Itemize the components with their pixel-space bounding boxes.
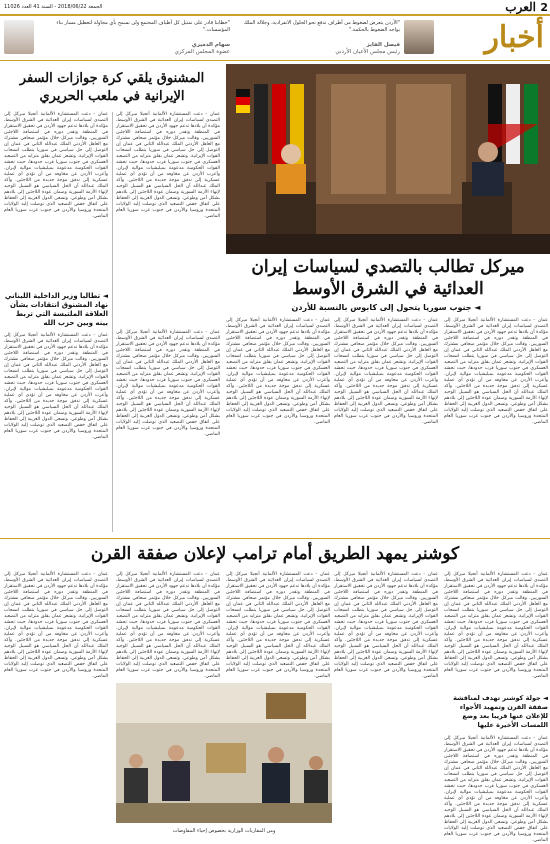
main-photo — [226, 64, 550, 254]
side-column-1: عمان - دعت المستشارة الألمانية أنجيلا ميركل إلى التصدي لسياسات إيران العدائية في الشرق الأوسط، مؤكدة أن بلادها تدعم جهود الأردن في تحقيق الاستقرار في المنطقة وتقدر دوره في استضافة اللاجئين السوريين. وقالت ميركل خلال مؤتمر صحافي مشترك مع العاهل الأردني الملك عبدالله الثاني في عمان إن التوصل إلى حل سياسي في سوريا يتطلب انسحاب القوات الإيرانية. وتشعر عمان بقلق متزايد من التصعيد العسكري في جنوب سوريا قرب حدودها، حيث تحشد القوات الحكومية مدعومة بميليشيات موالية لإيران. وأعرب الأردن عن مخاوفه من أن تؤدي أي عملية عسكرية إلى تدفق موجة جديدة من اللاجئين. وأكد الملك عبدالله أن الحل السياسي هو السبيل الوحيد لإنهاء الأزمة السورية وضمان عودة اللاجئين إلى بلادهم بشكل آمن وطوعي. وتسعى الدول الغربية إلى الحفاظ على اتفاق خفض التصعيد الذي توصلت إليه الولايات المتحدة وروسيا والأردن في جنوب غرب سوريا العام الماضي. — [116, 112, 220, 219]
brand-logo: العرب — [505, 0, 536, 14]
page-number: 2 — [540, 1, 548, 14]
section-title: أخبار — [484, 20, 544, 55]
meeting-illustration — [116, 683, 332, 823]
lead-subhead: ◄ جنوب سوريا يتحول إلى كابوس بالنسبة للأردن — [291, 303, 481, 312]
bottom-headline: كوشنر يمهد الطريق أمام ترامب لإعلان صفقة القرن — [90, 544, 460, 564]
side-headline-1: المشنوق يلقي كرة جوازات السفر — [19, 71, 205, 86]
lead-headline-2: العدائية في الشرق الأوسط — [292, 279, 484, 299]
quote-1-role: رئيس مجلس الأعيان الأردني — [335, 49, 400, 55]
portrait-siham — [4, 20, 34, 54]
press-conference-illustration — [226, 64, 550, 254]
portrait-faisal — [404, 20, 434, 54]
side-box-1: ◄ تطالبا وزير الداخلية اللبناني نهاد المشنوق انتقادات بشأن العلاقة الملتبسة التي تربط بينه وبين حزب الله — [4, 292, 108, 327]
side-headline-2: الإيرانية في ملعب الحريري — [39, 89, 185, 104]
lead-column-2: عمان - دعت المستشارة الألمانية أنجيلا ميركل إلى التصدي لسياسات إيران العدائية في الشرق الأوسط، مؤكدة أن بلادها تدعم جهود الأردن في تحقيق الاستقرار في المنطقة وتقدر دوره في استضافة اللاجئين السوريين. وقالت ميركل خلال مؤتمر صحافي مشترك مع العاهل الأردني الملك عبدالله الثاني في عمان إن التوصل إلى حل سياسي في سوريا يتطلب انسحاب القوات الإيرانية. وتشعر عمان بقلق متزايد من التصعيد العسكري في جنوب سوريا قرب حدودها، حيث تحشد القوات الحكومية مدعومة بميليشيات موالية لإيران. وأعرب الأردن عن مخاوفه من أن تؤدي أي عملية عسكرية إلى تدفق موجة جديدة من اللاجئين. وأكد الملك عبدالله أن الحل السياسي هو السبيل الوحيد لإنهاء الأزمة السورية وضمان عودة اللاجئين إلى بلادهم بشكل آمن وطوعي. وتسعى الدول الغربية إلى الحفاظ على اتفاق خفض التصعيد الذي توصلت إليه الولايات المتحدة وروسيا والأردن في جنوب غرب سوريا العام الماضي. — [334, 318, 438, 425]
quote-1-name: فيصل الفايز — [366, 42, 400, 48]
lead-column-3: عمان - دعت المستشارة الألمانية أنجيلا ميركل إلى التصدي لسياسات إيران العدائية في الشرق الأوسط، مؤكدة أن بلادها تدعم جهود الأردن في تحقيق الاستقرار في المنطقة وتقدر دوره في استضافة اللاجئين السوريين. وقالت ميركل خلال مؤتمر صحافي مشترك مع العاهل الأردني الملك عبدالله الثاني في عمان إن التوصل إلى حل سياسي في سوريا يتطلب انسحاب القوات الإيرانية. وتشعر عمان بقلق متزايد من التصعيد العسكري في جنوب سوريا قرب حدودها، حيث تحشد القوات الحكومية مدعومة بميليشيات موالية لإيران. وأعرب الأردن عن مخاوفه من أن تؤدي أي عملية عسكرية إلى تدفق موجة جديدة من اللاجئين. وأكد الملك عبدالله أن الحل السياسي هو السبيل الوحيد لإنهاء الأزمة السورية وضمان عودة اللاجئين إلى بلادهم بشكل آمن وطوعي. وتسعى الدول الغربية إلى الحفاظ على اتفاق خفض التصعيد الذي توصلت إليه الولايات المتحدة وروسيا والأردن في جنوب غرب سوريا العام الماضي. — [226, 318, 330, 425]
bottom-caption: ومن المقاربات الوزارية بخصوص إحياء المفاوضات — [172, 828, 276, 834]
bottom-column-4: عمان - دعت المستشارة الألمانية أنجيلا ميركل إلى التصدي لسياسات إيران العدائية في الشرق الأوسط، مؤكدة أن بلادها تدعم جهود الأردن في تحقيق الاستقرار في المنطقة وتقدر دوره في استضافة اللاجئين السوريين. وقالت ميركل خلال مؤتمر صحافي مشترك مع العاهل الأردني الملك عبدالله الثاني في عمان إن التوصل إلى حل سياسي في سوريا يتطلب انسحاب القوات الإيرانية. وتشعر عمان بقلق متزايد من التصعيد العسكري في جنوب سوريا قرب حدودها، حيث تحشد القوات الحكومية مدعومة بميليشيات موالية لإيران. وأعرب الأردن عن مخاوفه من أن تؤدي أي عملية عسكرية إلى تدفق موجة جديدة من اللاجئين. وأكد الملك عبدالله أن الحل السياسي هو السبيل الوحيد لإنهاء الأزمة السورية وضمان عودة اللاجئين إلى بلادهم بشكل آمن وطوعي. وتسعى الدول الغربية إلى الحفاظ على اتفاق خفض التصعيد الذي توصلت إليه الولايات المتحدة وروسيا والأردن في جنوب غرب سوريا العام الماضي. — [116, 572, 220, 679]
side-column-4: عمان - دعت المستشارة الألمانية أنجيلا ميركل إلى التصدي لسياسات إيران العدائية في الشرق الأوسط، مؤكدة أن بلادها تدعم جهود الأردن في تحقيق الاستقرار في المنطقة وتقدر دوره في استضافة اللاجئين السوريين. وقالت ميركل خلال مؤتمر صحافي مشترك مع العاهل الأردني الملك عبدالله الثاني في عمان إن التوصل إلى حل سياسي في سوريا يتطلب انسحاب القوات الإيرانية. وتشعر عمان بقلق متزايد من التصعيد العسكري في جنوب سوريا قرب حدودها، حيث تحشد القوات الحكومية مدعومة بميليشيات موالية لإيران. وأعرب الأردن عن مخاوفه من أن تؤدي أي عملية عسكرية إلى تدفق موجة جديدة من اللاجئين. وأكد الملك عبدالله أن الحل السياسي هو السبيل الوحيد لإنهاء الأزمة السورية وضمان عودة اللاجئين إلى بلادهم بشكل آمن وطوعي. وتسعى الدول الغربية إلى الحفاظ على اتفاق خفض التصعيد الذي توصلت إليه الولايات المتحدة وروسيا والأردن في جنوب غرب سوريا العام الماضي. — [116, 330, 220, 437]
bottom-column-3: عمان - دعت المستشارة الألمانية أنجيلا ميركل إلى التصدي لسياسات إيران العدائية في الشرق الأوسط، مؤكدة أن بلادها تدعم جهود الأردن في تحقيق الاستقرار في المنطقة وتقدر دوره في استضافة اللاجئين السوريين. وقالت ميركل خلال مؤتمر صحافي مشترك مع العاهل الأردني الملك عبدالله الثاني في عمان إن التوصل إلى حل سياسي في سوريا يتطلب انسحاب القوات الإيرانية. وتشعر عمان بقلق متزايد من التصعيد العسكري في جنوب سوريا قرب حدودها، حيث تحشد القوات الحكومية مدعومة بميليشيات موالية لإيران. وأعرب الأردن عن مخاوفه من أن تؤدي أي عملية عسكرية إلى تدفق موجة جديدة من اللاجئين. وأكد الملك عبدالله أن الحل السياسي هو السبيل الوحيد لإنهاء الأزمة السورية وضمان عودة اللاجئين إلى بلادهم بشكل آمن وطوعي. وتسعى الدول الغربية إلى الحفاظ على اتفاق خفض التصعيد الذي توصلت إليه الولايات المتحدة وروسيا والأردن في جنوب غرب سوريا العام الماضي. — [226, 572, 330, 679]
quote-2-name: سهام الدميري — [191, 42, 230, 48]
bottom-column-1: عمان - دعت المستشارة الألمانية أنجيلا ميركل إلى التصدي لسياسات إيران العدائية في الشرق الأوسط، مؤكدة أن بلادها تدعم جهود الأردن في تحقيق الاستقرار في المنطقة وتقدر دوره في استضافة اللاجئين السوريين. وقالت ميركل خلال مؤتمر صحافي مشترك مع العاهل الأردني الملك عبدالله الثاني في عمان إن التوصل إلى حل سياسي في سوريا يتطلب انسحاب القوات الإيرانية. وتشعر عمان بقلق متزايد من التصعيد العسكري في جنوب سوريا قرب حدودها، حيث تحشد القوات الحكومية مدعومة بميليشيات موالية لإيران. وأعرب الأردن عن مخاوفه من أن تؤدي أي عملية عسكرية إلى تدفق موجة جديدة من اللاجئين. وأكد الملك عبدالله أن الحل السياسي هو السبيل الوحيد لإنهاء الأزمة السورية وضمان عودة اللاجئين إلى بلادهم بشكل آمن وطوعي. وتسعى الدول الغربية إلى الحفاظ على اتفاق خفض التصعيد الذي توصلت إليه الولايات المتحدة وروسيا والأردن في جنوب غرب سوريا العام الماضي. — [444, 572, 548, 679]
issue-date: الجمعة 2018/06/22 - السنة 41 العدد 11026 — [4, 4, 103, 10]
side-column-3: عمان - دعت المستشارة الألمانية أنجيلا ميركل إلى التصدي لسياسات إيران العدائية في الشرق الأوسط، مؤكدة أن بلادها تدعم جهود الأردن في تحقيق الاستقرار في المنطقة وتقدر دوره في استضافة اللاجئين السوريين. وقالت ميركل خلال مؤتمر صحافي مشترك مع العاهل الأردني الملك عبدالله الثاني في عمان إن التوصل إلى حل سياسي في سوريا يتطلب انسحاب القوات الإيرانية. وتشعر عمان بقلق متزايد من التصعيد العسكري في جنوب سوريا قرب حدودها، حيث تحشد القوات الحكومية مدعومة بميليشيات موالية لإيران. وأعرب الأردن عن مخاوفه من أن تؤدي أي عملية عسكرية إلى تدفق موجة جديدة من اللاجئين. وأكد الملك عبدالله أن الحل السياسي هو السبيل الوحيد لإنهاء الأزمة السورية وضمان عودة اللاجئين إلى بلادهم بشكل آمن وطوعي. وتسعى الدول الغربية إلى الحفاظ على اتفاق خفض التصعيد الذي توصلت إليه الولايات المتحدة وروسيا والأردن في جنوب غرب سوريا العام الماضي. — [4, 333, 108, 440]
lead-column-1: عمان - دعت المستشارة الألمانية أنجيلا ميركل إلى التصدي لسياسات إيران العدائية في الشرق الأوسط، مؤكدة أن بلادها تدعم جهود الأردن في تحقيق الاستقرار في المنطقة وتقدر دوره في استضافة اللاجئين السوريين. وقالت ميركل خلال مؤتمر صحافي مشترك مع العاهل الأردني الملك عبدالله الثاني في عمان إن التوصل إلى حل سياسي في سوريا يتطلب انسحاب القوات الإيرانية. وتشعر عمان بقلق متزايد من التصعيد العسكري في جنوب سوريا قرب حدودها، حيث تحشد القوات الحكومية مدعومة بميليشيات موالية لإيران. وأعرب الأردن عن مخاوفه من أن تؤدي أي عملية عسكرية إلى تدفق موجة جديدة من اللاجئين. وأكد الملك عبدالله أن الحل السياسي هو السبيل الوحيد لإنهاء الأزمة السورية وضمان عودة اللاجئين إلى بلادهم بشكل آمن وطوعي. وتسعى الدول الغربية إلى الحفاظ على اتفاق خفض التصعيد الذي توصلت إليه الولايات المتحدة وروسيا والأردن في جنوب غرب سوريا العام الماضي. — [444, 318, 548, 425]
bottom-column-2: عمان - دعت المستشارة الألمانية أنجيلا ميركل إلى التصدي لسياسات إيران العدائية في الشرق الأوسط، مؤكدة أن بلادها تدعم جهود الأردن في تحقيق الاستقرار في المنطقة وتقدر دوره في استضافة اللاجئين السوريين. وقالت ميركل خلال مؤتمر صحافي مشترك مع العاهل الأردني الملك عبدالله الثاني في عمان إن التوصل إلى حل سياسي في سوريا يتطلب انسحاب القوات الإيرانية. وتشعر عمان بقلق متزايد من التصعيد العسكري في جنوب سوريا قرب حدودها، حيث تحشد القوات الحكومية مدعومة بميليشيات موالية لإيران. وأعرب الأردن عن مخاوفه من أن تؤدي أي عملية عسكرية إلى تدفق موجة جديدة من اللاجئين. وأكد الملك عبدالله أن الحل السياسي هو السبيل الوحيد لإنهاء الأزمة السورية وضمان عودة اللاجئين إلى بلادهم بشكل آمن وطوعي. وتسعى الدول الغربية إلى الحفاظ على اتفاق خفض التصعيد الذي توصلت إليه الولايات المتحدة وروسيا والأردن في جنوب غرب سوريا العام الماضي. — [334, 572, 438, 679]
bottom-photo — [116, 683, 332, 823]
bottom-column-1b: عمان - دعت المستشارة الألمانية أنجيلا ميركل إلى التصدي لسياسات إيران العدائية في الشرق الأوسط، مؤكدة أن بلادها تدعم جهود الأردن في تحقيق الاستقرار في المنطقة وتقدر دوره في استضافة اللاجئين السوريين. وقالت ميركل خلال مؤتمر صحافي مشترك مع العاهل الأردني الملك عبدالله الثاني في عمان إن التوصل إلى حل سياسي في سوريا يتطلب انسحاب القوات الإيرانية. وتشعر عمان بقلق متزايد من التصعيد العسكري في جنوب سوريا قرب حدودها، حيث تحشد القوات الحكومية مدعومة بميليشيات موالية لإيران. وأعرب الأردن عن مخاوفه من أن تؤدي أي عملية عسكرية إلى تدفق موجة جديدة من اللاجئين. وأكد الملك عبدالله أن الحل السياسي هو السبيل الوحيد لإنهاء الأزمة السورية وضمان عودة اللاجئين إلى بلادهم بشكل آمن وطوعي. وتسعى الدول الغربية إلى الحفاظ على اتفاق خفض التصعيد الذي توصلت إليه الولايات المتحدة وروسيا والأردن في جنوب غرب سوريا العام الماضي. — [444, 736, 548, 843]
quote-2-role: عضوة المجلس المركزي — [174, 49, 230, 55]
bottom-column-5: عمان - دعت المستشارة الألمانية أنجيلا ميركل إلى التصدي لسياسات إيران العدائية في الشرق الأوسط، مؤكدة أن بلادها تدعم جهود الأردن في تحقيق الاستقرار في المنطقة وتقدر دوره في استضافة اللاجئين السوريين. وقالت ميركل خلال مؤتمر صحافي مشترك مع العاهل الأردني الملك عبدالله الثاني في عمان إن التوصل إلى حل سياسي في سوريا يتطلب انسحاب القوات الإيرانية. وتشعر عمان بقلق متزايد من التصعيد العسكري في جنوب سوريا قرب حدودها، حيث تحشد القوات الحكومية مدعومة بميليشيات موالية لإيران. وأعرب الأردن عن مخاوفه من أن تؤدي أي عملية عسكرية إلى تدفق موجة جديدة من اللاجئين. وأكد الملك عبدالله أن الحل السياسي هو السبيل الوحيد لإنهاء الأزمة السورية وضمان عودة اللاجئين إلى بلادهم بشكل آمن وطوعي. وتسعى الدول الغربية إلى الحفاظ على اتفاق خفض التصعيد الذي توصلت إليه الولايات المتحدة وروسيا والأردن في جنوب غرب سوريا العام الماضي. — [4, 572, 108, 679]
quote-1-text: "الأردن يتعرض لضغوط من أطراف تدفع نحو الحلول الانفرادية، وجلالة الملك يواجه الضغوط بالحكمة." — [243, 20, 400, 33]
column-divider — [112, 112, 113, 532]
quote-2-text: "خطابنا قادر على تمثيل كل أطياف المجتمع ولن نسمح بأي محاولة لتعطيل مسار بناء المؤسسات." — [56, 20, 230, 33]
divider-bottom — [0, 538, 550, 539]
side-column-2: عمان - دعت المستشارة الألمانية أنجيلا ميركل إلى التصدي لسياسات إيران العدائية في الشرق الأوسط، مؤكدة أن بلادها تدعم جهود الأردن في تحقيق الاستقرار في المنطقة وتقدر دوره في استضافة اللاجئين السوريين. وقالت ميركل خلال مؤتمر صحافي مشترك مع العاهل الأردني الملك عبدالله الثاني في عمان إن التوصل إلى حل سياسي في سوريا يتطلب انسحاب القوات الإيرانية. وتشعر عمان بقلق متزايد من التصعيد العسكري في جنوب سوريا قرب حدودها، حيث تحشد القوات الحكومية مدعومة بميليشيات موالية لإيران. وأعرب الأردن عن مخاوفه من أن تؤدي أي عملية عسكرية إلى تدفق موجة جديدة من اللاجئين. وأكد الملك عبدالله أن الحل السياسي هو السبيل الوحيد لإنهاء الأزمة السورية وضمان عودة اللاجئين إلى بلادهم بشكل آمن وطوعي. وتسعى الدول الغربية إلى الحفاظ على اتفاق خفض التصعيد الذي توصلت إليه الولايات المتحدة وروسيا والأردن في جنوب غرب سوريا العام الماضي. — [4, 112, 108, 219]
bottom-box: ◄ جولة كوشنر تهدف لمناقشة صفقة القرن وتمهيد الأجواء للإعلان عنها قريبا بعد وضع اللمسات الأخيرة عليها — [453, 694, 548, 729]
lead-headline-1: ميركل تطالب بالتصدي لسياسات إيران — [251, 257, 525, 277]
divider — [0, 60, 550, 61]
